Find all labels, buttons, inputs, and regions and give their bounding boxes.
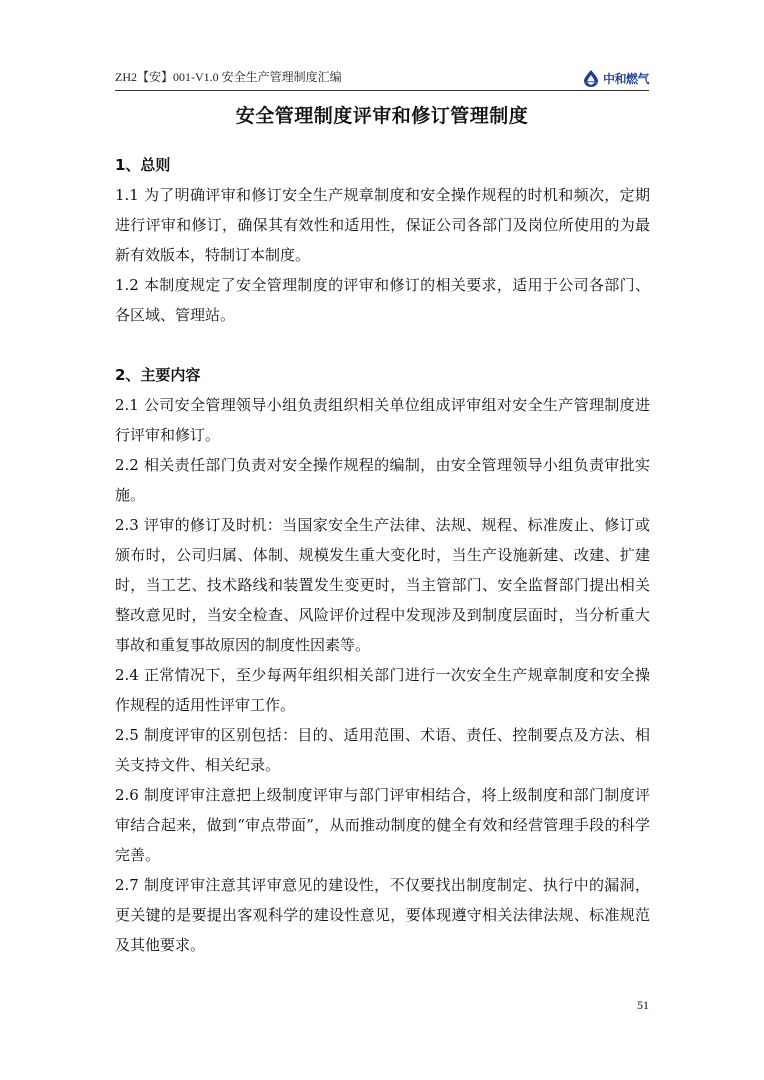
section-gap [115, 330, 650, 360]
paragraph-1-2: 1.2 本制度规定了安全管理制度的评审和修订的相关要求，适用于公司各部门、各区域、管理站。 [115, 276, 650, 324]
paragraph-2-4: 2.4 正常情况下，至少每两年组织相关部门进行一次安全生产规章制度和安全操作规程的适用性评审工作。 [115, 666, 650, 714]
document-body [115, 150, 650, 960]
paragraph-2-7: 2.7 制度评审注意其评审意见的建设性，不仅要找出制度制定、执行中的漏洞，更关键的是要提出客观科学的建设性意见，要体现遵守相关法律法规、标准规范及其他要求。 [115, 876, 650, 954]
paragraph-2-6: 2.6 制度评审注意把上级制度评审与部门评审相结合，将上级制度和部门制度评审结合起来，做到“审点带面”，从而推动制度的健全有效和经营管理手段的科学完善。 [115, 786, 650, 864]
paragraph-2-1: 2.1 公司安全管理领导小组负责组织相关单位组成评审组对安全生产管理制度进行评审和修订。 [115, 396, 650, 444]
paragraph-2-3: 2.3 评审的修订及时机：当国家安全生产法律、法规、规程、标准废止、修订或颁布时，公司归属、体制、规模发生重大变化时，当生产设施新建、改建、扩建时，当工艺、技术路线和装置发生变更时，当主管部门、安全监督部门提出相关整改意见时，当安全检查、风险评价过程中发现涉及到制度层面时，当分析重大事故和重复事故原因的制度性因素等。 [115, 516, 650, 654]
page-number: 51 [637, 998, 649, 1012]
company-logo [582, 69, 649, 87]
page-title: 安全管理制度评审和修订管理制度 [235, 105, 529, 127]
section-heading-general: 1、总则 [115, 156, 171, 174]
section-heading-main-content: 2、主要内容 [115, 366, 201, 384]
paragraph-2-5: 2.5 制度评审的区别包括：目的、适用范围、术语、责任、控制要点及方法、相关支持文件、相关纪录。 [115, 726, 650, 774]
paragraph-1-1: 1.1 为了明确评审和修订安全生产规章制度和安全操作规程的时机和频次，定期进行评审和修订，确保其有效性和适用性，保证公司各部门及岗位所使用的为最新有效版本，特制订本制度。 [115, 186, 650, 264]
flame-drop-icon [582, 69, 600, 87]
paragraph-2-2: 2.2 相关责任部门负责对安全操作规程的编制，由安全管理领导小组负责审批实施。 [115, 456, 650, 504]
logo-text: 中和燃气 [602, 71, 649, 86]
page-header [115, 64, 649, 91]
document-code: ZH2【安】001-V1.0 安全生产管理制度汇编 [115, 70, 342, 84]
